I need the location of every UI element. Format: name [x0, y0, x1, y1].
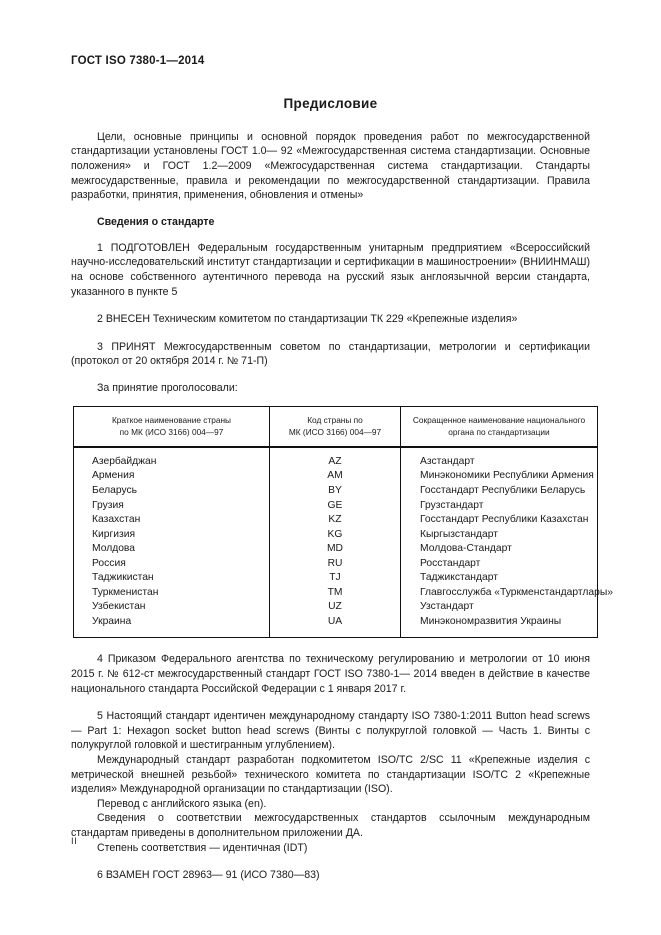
standard-info-item-5: 5 Настоящий стандарт идентичен международному стандарту ISO 7380-1:2011 Button head screws — Part 1: Hexagon socket button head screws (Винты с полукруглой головкой — Часть 1. Винты с полукруглой головкой и шестигранным углублением). [71, 710, 590, 752]
list-item: RU [327, 557, 343, 569]
standard-info-heading: Сведения о стандарте [97, 215, 215, 228]
table-cell-codes [270, 447, 401, 638]
list-item: Минэкономики Республики Армения [420, 470, 594, 482]
running-head: ГОСТ ISO 7380-1—2014 [71, 55, 205, 67]
list-item: Молдова-Стандарт [420, 543, 512, 555]
vote-line: За принятие проголосовали: [97, 381, 238, 394]
list-item: KG [327, 528, 343, 540]
table-cell-countries [74, 447, 270, 638]
list-item: TJ [329, 572, 341, 584]
list-item: MD [326, 543, 343, 555]
list-item: AZ [328, 455, 342, 467]
list-item: AM [327, 470, 343, 482]
list-item: KZ [328, 514, 342, 526]
standards-body-list [401, 448, 613, 638]
list-item: Россия [92, 557, 126, 569]
list-item: Азербайджан [92, 455, 157, 467]
item-5-sub-2: Перевод с английского языка (en). [97, 797, 267, 810]
list-item: Молдова [92, 543, 136, 555]
table-header-row [74, 406, 598, 447]
item-5-sub-1: Международный стандарт разработан подкомитетом ISO/TC 2/SC 11 «Крепежные изделия с метрической внешней резьбой» технического комитета по стандартизации ISO/TC 2 «Крепежные изделия» Международной организации по стандартизации (ISO). [71, 754, 590, 796]
list-item: Минэкономразвития Украины [420, 615, 562, 627]
list-item: Грузстандарт [420, 499, 484, 511]
item-5-sub-4: Степень соответствия — идентичная (IDT) [97, 841, 308, 854]
country-name-list [74, 448, 269, 638]
list-item: Азстандарт [420, 455, 475, 467]
list-item: Кыргызстандарт [420, 528, 499, 540]
list-item: Госстандарт Республики Беларусь [420, 485, 586, 497]
table-header-country-line-2: по МК (ИСО 3166) 004—97 [119, 427, 224, 438]
standard-info-item-4: 4 Приказом Федерального агентства по техническому регулированию и метрологии от 10 июня 2015 г. № 612-ст межгосударственный стандарт ГОСТ ISO 7380-1— 2014 введен в действие в качестве национального стандарта Российской Федерации с 1 января 2017 г. [71, 653, 590, 695]
list-item: Туркменистан [92, 586, 159, 598]
item-5-sub-3: Сведения о соответствии межгосударственных стандартов ссылочным международным стандартам приведены в дополнительном приложении ДА. [71, 812, 590, 840]
list-item: TM [327, 586, 343, 598]
table-header-body-line-1: Сокращенное наименование национального [412, 414, 586, 425]
standard-info-item-3: 3 ПРИНЯТ Межгосударственным советом по стандартизации, метрологии и сертификации (протокол от 20 октября 2014 г. № 71-П) [71, 340, 590, 368]
list-item: Таджикстандарт [420, 572, 498, 584]
list-item: Грузия [92, 499, 124, 511]
table-header-code-line-2: МК (ИСО 3166) 004—97 [288, 427, 382, 438]
standard-info-item-2: 2 ВНЕСЕН Техническим комитетом по стандартизации ТК 229 «Крепежные изделия» [97, 313, 518, 326]
list-item: Казахстан [92, 514, 141, 526]
country-code-list [270, 448, 400, 638]
table-cell-bodies [401, 447, 613, 638]
page-content [71, 55, 613, 896]
list-item: Украина [92, 615, 132, 627]
intro-paragraph: Цели, основные принципы и основной порядок проведения работ по межгосударственной стандартизации установлены ГОСТ 1.0— 92 «Межгосударственная система стандартизации. Основные положения» и ГОСТ 1.2—2009 «Межгосударственная система стандартизации. Стандарты межгосударственные, правила и рекомендации по межгосударственной стандартизации. Правила разработки, принятия, применения, обновления и отмены» [71, 130, 590, 202]
list-item: Главгосслужба «Туркменстандартлары» [420, 586, 613, 598]
list-item: Киргизия [92, 528, 136, 540]
list-item: Армения [92, 470, 135, 482]
list-item: Узбекистан [92, 601, 146, 613]
list-item: GE [327, 499, 343, 511]
page-title: Предисловие [283, 95, 378, 111]
table-header-code [270, 406, 401, 447]
list-item: UZ [328, 601, 342, 613]
list-item: Узстандарт [420, 601, 474, 613]
list-item: Госстандарт Республики Казахстан [420, 514, 589, 526]
list-item: BY [328, 485, 342, 497]
list-item: Таджикистан [92, 572, 154, 584]
page-number: II [71, 836, 78, 847]
table-header-country-line-1: Краткое наименование страны [111, 414, 232, 425]
list-item: Беларусь [92, 485, 138, 497]
table-body-row [74, 447, 598, 638]
table-header-country [74, 406, 270, 447]
table-header-body-line-2: органа по стандартизации [448, 427, 550, 438]
countries-table [73, 406, 613, 639]
list-item: UA [327, 615, 343, 627]
list-item: Росстандарт [420, 557, 481, 569]
standard-info-item-1: 1 ПОДГОТОВЛЕН Федеральным государственным унитарным предприятием «Всероссийский научно-исследовательский институт стандартизации и сертификации в машиностроении» (ВНИИНМАШ) на основе собственного аутентичного перевода на русский язык англоязычной версии стандарта, указанного в пункте 5 [71, 241, 590, 298]
table-header-code-line-1: Код страны по [307, 414, 363, 425]
standard-info-item-6: 6 ВЗАМЕН ГОСТ 28963— 91 (ИСО 7380—83) [97, 869, 320, 882]
table-header-body [401, 406, 598, 447]
